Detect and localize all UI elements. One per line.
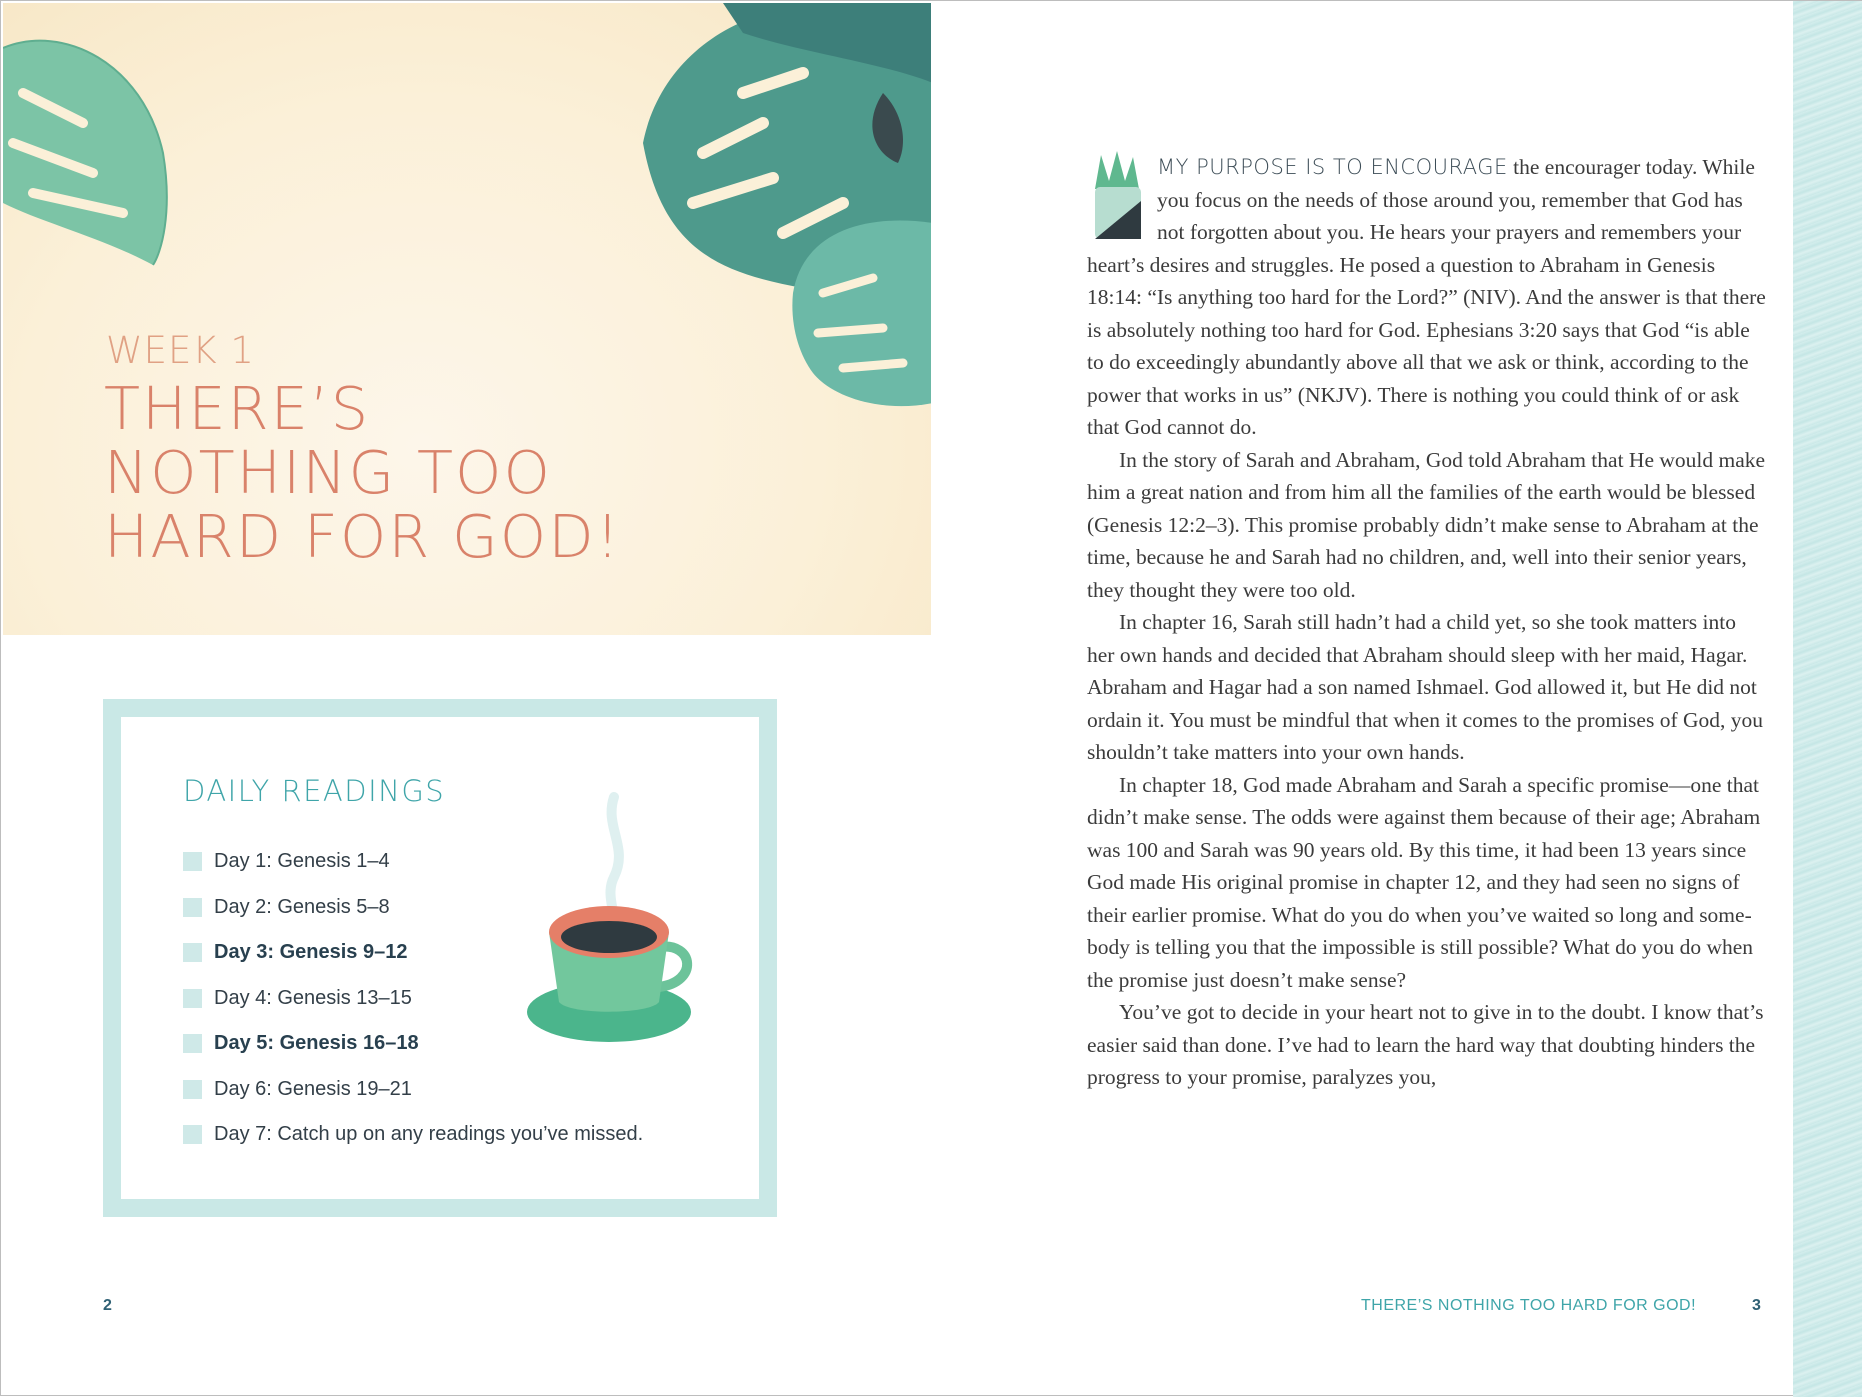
checkbox[interactable]	[183, 1125, 202, 1144]
reading-label: Day 7: Catch up on any readings you’ve missed.	[214, 1123, 644, 1146]
page-number-left: 2	[103, 1297, 112, 1314]
paragraph	[1087, 151, 1767, 444]
reading-label: Day 6: Genesis 19–21	[214, 1077, 412, 1100]
daily-readings-heading: DAILY READINGS	[183, 774, 446, 808]
reading-label: Day 5: Genesis 16–18	[214, 1032, 419, 1055]
reading-label: Day 2: Genesis 5–8	[214, 895, 390, 918]
reading-label: Day 3: Genesis 9–12	[214, 941, 408, 964]
checkbox[interactable]	[183, 898, 202, 917]
page-number-right: 3	[1752, 1297, 1761, 1314]
reading-item[interactable]	[183, 1067, 643, 1113]
reading-item[interactable]	[183, 1112, 643, 1158]
paragraph: In chapter 18, God made Abraham and Sarah a specific promise—one that didn’t make sense. The odds were against them because of their age; Abraham was 100 and Sarah was 90 years old. By this time, it had been 13 years since God made His original promise in chapter 12, and they had seen no signs of their earlier promise. What do you do when you’ve waited so long and some-body is telling you that the impossible is still possible? What do you do when the promise just doesn’t make sense?	[1087, 772, 1761, 992]
checkbox[interactable]	[183, 989, 202, 1008]
body-text	[1087, 151, 1767, 1094]
paragraph: In the story of Sarah and Abraham, God told Abraham that He would make him a great nation and from him all the families of the earth would be blessed (Genesis 12:2–3). This promise probably didn’t make sense to Abraham at the time, because he and Sarah had no children, and, well into their senior years, they thought they were too old.	[1087, 447, 1766, 602]
checkbox[interactable]	[183, 943, 202, 962]
page-edge-decoration	[1793, 1, 1862, 1397]
checkbox[interactable]	[183, 1034, 202, 1053]
paragraph: You’ve got to decide in your heart not to give in to the doubt. I know that’s easier said than done. I’ve had to learn the hard way that doubting hinders the progress to your promise, paralyzes you,	[1087, 1000, 1764, 1089]
coffee-cup-icon	[519, 787, 709, 1047]
checkbox[interactable]	[183, 1080, 202, 1099]
paragraph: In chapter 16, Sarah still hadn’t had a child yet, so she took matters into her own hands and decided that Abraham should sleep with her maid, Hagar. Abraham and Hagar had a son named Ishmael. God allowed it, but He did not ordain it. You must be mindful that when it comes to the promises of God, you shouldn’t take matters into your own hands.	[1087, 610, 1764, 764]
week-label: WEEK 1	[106, 329, 255, 372]
week-title: THERE’S NOTHING TOO HARD FOR GOD!	[104, 374, 622, 571]
lead-in: MY PURPOSE IS TO ENCOURAGE	[1157, 155, 1508, 179]
reading-label: Day 4: Genesis 13–15	[214, 986, 412, 1009]
potted-plant-icon	[1087, 151, 1147, 243]
daily-readings-panel	[121, 717, 759, 1199]
daily-readings-box	[103, 699, 777, 1217]
reading-label: Day 1: Genesis 1–4	[214, 850, 390, 873]
hero-illustration	[3, 3, 931, 635]
checkbox[interactable]	[183, 852, 202, 871]
running-head: THERE’S NOTHING TOO HARD FOR GOD!	[1361, 1297, 1697, 1314]
paragraph-text: the encourager today. While you focus on the needs of those around you, remember that God has not forgotten about you. He hears your prayers and remembers your heart’s desires and struggles. He posed a question to Abraham in Genesis 18:14: “Is anything too hard for the Lord?” (NIV). And the answer is that there is absolutely nothing too hard for God. Ephesians 3:20 says that God “is able to do exceedingly abundantly above all that we ask or think, according to the power that works in us” (NKJV). There is nothing you could think of or ask that God cannot do.	[1087, 155, 1766, 439]
